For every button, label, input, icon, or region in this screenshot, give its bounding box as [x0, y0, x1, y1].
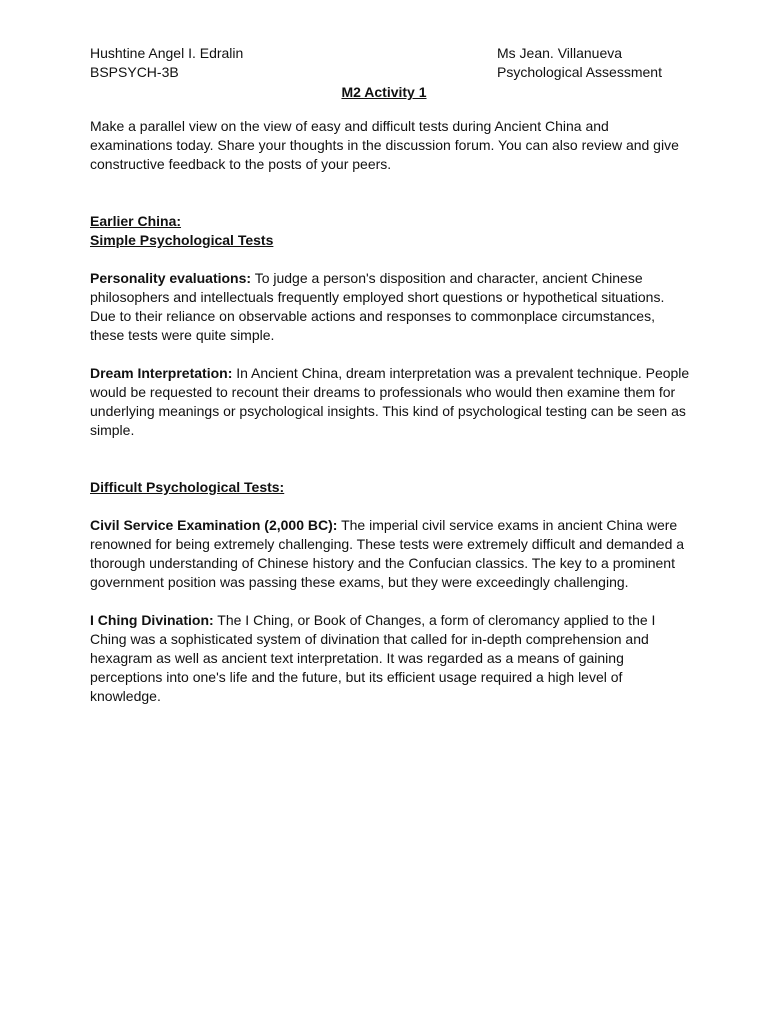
student-section: BSPSYCH-3B — [90, 64, 179, 80]
personality-evaluations-paragraph — [90, 269, 690, 345]
personality-evaluations-term: Personality evaluations: — [90, 270, 252, 286]
document-title: M2 Activity 1 — [341, 84, 427, 100]
student-name: Hushtine Angel I. Edralin — [90, 45, 244, 61]
instructor-name: Ms Jean. Villanueva — [497, 45, 623, 61]
civil-service-term: Civil Service Examination (2,000 BC): — [90, 517, 338, 533]
difficult-tests-heading: Difficult Psychological Tests: — [90, 479, 285, 495]
civil-service-paragraph — [90, 516, 690, 592]
dream-interpretation-paragraph — [90, 364, 690, 440]
instructions-paragraph: Make a parallel view on the view of easy and difficult tests during Ancient China and examinations today. Share your thoughts in the discussion forum. You can also review and give constructive feedback to the posts of your peers. — [90, 118, 679, 172]
dream-interpretation-term: Dream Interpretation: — [90, 365, 233, 381]
dream-interpretation-text: In Ancient China, dream interpretation was a prevalent technique. People would be requested to recount their dreams to professionals who would then examine them for underlying meanings or psychological insights. This kind of psychological testing can be seen as simple. — [90, 365, 690, 438]
header-row-1 — [90, 44, 690, 63]
civil-service-text: The imperial civil service exams in ancient China were renowned for being extremely challenging. These tests were extremely difficult and demanded a thorough understanding of Chinese history and the Confucian classics. The key to a prominent government position was passing these exams, but they were exceedingly challenging. — [90, 517, 685, 590]
earlier-china-heading: Earlier China: — [90, 213, 182, 229]
document-page — [90, 44, 690, 706]
simple-tests-subheading: Simple Psychological Tests — [90, 232, 274, 248]
i-ching-term: I Ching Divination: — [90, 612, 214, 628]
header-row-2 — [90, 63, 690, 82]
i-ching-text: The I Ching, or Book of Changes, a form of cleromancy applied to the I Ching was a sophisticated system of divination that called for in-depth comprehension and hexagram as well as ancient text interpretation. It was regarded as a means of gaining perceptions into one's life and the future, but its efficient usage required a high level of knowledge. — [90, 612, 656, 704]
course-name: Psychological Assessment — [497, 64, 662, 80]
personality-evaluations-text: To judge a person's disposition and character, ancient Chinese philosophers and intellectuals frequently employed short questions or hypothetical situations. Due to their reliance on observable actions and responses to commonplace circumstances, these tests were quite simple. — [90, 270, 665, 343]
i-ching-paragraph — [90, 611, 690, 706]
